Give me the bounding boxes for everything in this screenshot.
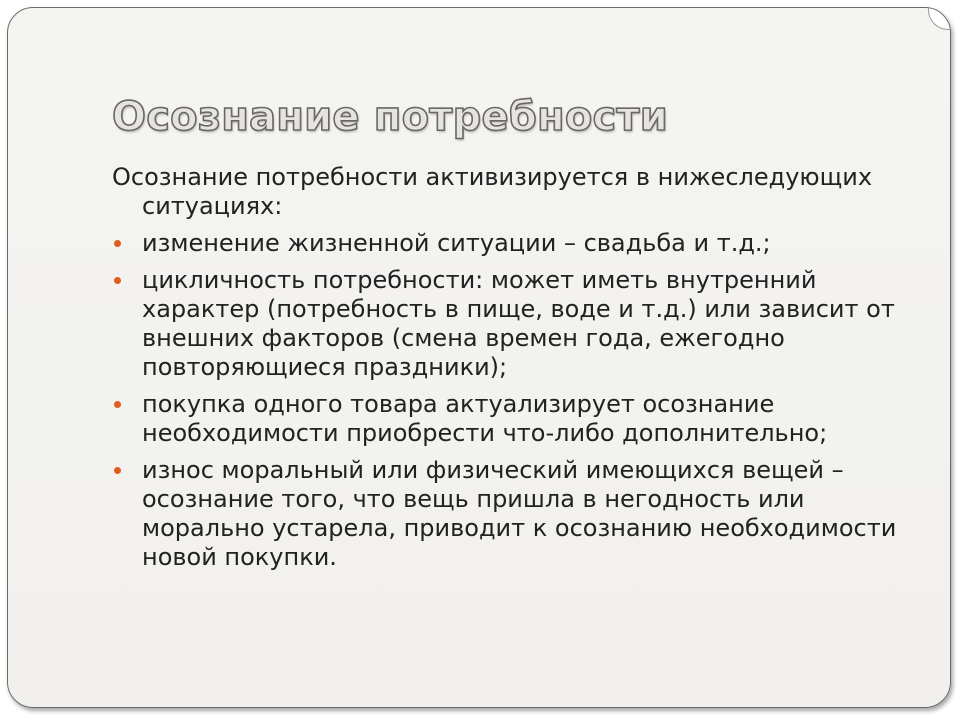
bullet-text: покупка одного товара актуализирует осознание необходимости приобрести что-либо дополнительно; xyxy=(142,390,828,447)
bullet-dot-icon xyxy=(114,467,121,474)
bullet-text: износ моральный или физический имеющихся вещей – осознание того, что вещь пришла в негодность или морально устарела, приводит к осознанию необходимости новой покупки. xyxy=(142,456,897,571)
slide-title: Осознание потребности xyxy=(112,94,669,140)
slide-body xyxy=(112,163,912,580)
bullet-text: цикличность потребности: может иметь внутренний характер (потребность в пище, воде и т.д.) или зависит от внешних факторов (смена времен года, ежегодно повторяющиеся праздники); xyxy=(142,266,895,381)
bullet-dot-icon xyxy=(114,401,121,408)
bullet-text: изменение жизненной ситуации – свадьба и т.д.; xyxy=(142,229,771,257)
bullet-item xyxy=(112,229,912,258)
corner-ornament xyxy=(928,7,951,30)
intro-paragraph: Осознание потребности активизируется в нижеследующих ситуациях: xyxy=(112,163,873,220)
bullet-list xyxy=(112,229,912,572)
bullet-item xyxy=(112,266,912,382)
bullet-item xyxy=(112,456,912,572)
bullet-dot-icon xyxy=(114,240,121,247)
slide xyxy=(7,7,951,708)
bullet-dot-icon xyxy=(114,277,121,284)
bullet-item xyxy=(112,390,912,448)
